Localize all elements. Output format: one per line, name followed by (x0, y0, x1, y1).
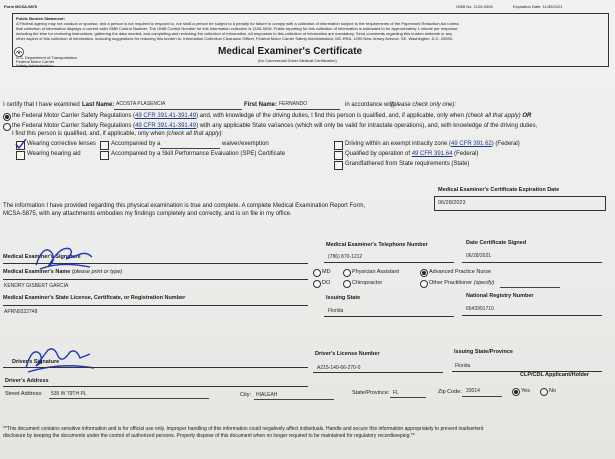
state-variance-radio[interactable] (3, 123, 11, 131)
expiration-date: Expiration Date: 11/30/2021 (513, 4, 563, 9)
examiner-name-value[interactable]: KENDRY GISBERT GARCIA (4, 283, 69, 289)
date-signed-label: Date Certificate Signed (466, 240, 527, 246)
option2-line2: I find this person is qualified, and, if applicable, only when (check all that apply): (12, 131, 224, 137)
issuing-line (324, 316, 454, 317)
registry-line (462, 315, 602, 316)
zip-label: Zip Code: (438, 389, 462, 395)
examiner-name-line (3, 279, 308, 280)
type-do-radio[interactable] (313, 280, 321, 288)
expiration-value[interactable]: 06/28/2023 (438, 200, 466, 206)
issuing-state-value[interactable]: Florida (328, 308, 344, 314)
type-md-label: MD (322, 269, 331, 275)
phone-underline (324, 262, 454, 263)
omb-number: OMB No. 2126-0006 (456, 4, 493, 9)
waiver-underline (160, 148, 220, 149)
driver-license-label: Driver's License Number (315, 351, 380, 357)
phone-label: Medical Examiner's Telephone Number (326, 242, 428, 248)
footer-line-1: **This document contains sensitive information and is for official use only. Improper handling of this information could negatively affect individuals. Handle and secure this information appropriately to prevent inadvertent (3, 426, 484, 432)
driver-issuing-label: Issuing State/Province (454, 349, 513, 355)
hearing-aid-label: Wearing hearing aid (27, 151, 81, 157)
wearing-lenses-checkbox[interactable] (16, 141, 25, 150)
footer-line-2: disclosure by keeping the documents under the control of authorized persons. Properly dispose of this document when no longer required to be maintained for regulatory recordkeeping.** (3, 433, 415, 439)
city-value[interactable]: HIALEAH (256, 392, 278, 398)
license-value[interactable]: APRN9322748 (4, 309, 38, 315)
clp-label: CLP/CDL Applicant/Holder (520, 372, 590, 378)
last-name-value[interactable]: ACOSTA PLASENCIA (116, 101, 166, 107)
examiner-name-label: Medical Examiner's Name (please print or type) (3, 269, 123, 275)
first-name-underline (276, 109, 340, 110)
zip-value[interactable]: 33014 (466, 388, 480, 394)
last-name-label: Last Name: (82, 102, 115, 108)
examiner-signature-line (3, 263, 308, 264)
burden-line-4: other aspect of this collection of information, including suggestions for reducing this burden to: Information Collection Clearance Officer, Federal Motor Carrier Safety Administration, MC-RRA, 1200 New Jersey Avenue, SE, Washington, D.C. 20590. (16, 36, 454, 41)
spe-checkbox[interactable] (100, 151, 109, 160)
type-other-radio[interactable] (420, 280, 428, 288)
attestation-line-2: MCSA-5875, with any attachments embodies my findings completely and correctly, and is on file in my office. (3, 211, 292, 217)
clp-no-label: No (549, 388, 557, 394)
certify-intro: I certify that I have examined (3, 102, 80, 108)
qualified-operation-label: Qualified by operation of 49 CFR 391.64 (Federal) (345, 151, 479, 157)
waiver-checkbox[interactable] (100, 141, 109, 150)
burden-line-3: including the time for reviewing instructions, gathering the data needed, and completing and reviewing the collection of information. All responses to this collection of information are mandatory. Send comments regarding this burden estimate or any (16, 31, 453, 36)
certificate-subtitle: (for Commercial Driver Medical Certification) (258, 58, 337, 63)
city-label: City: (240, 392, 251, 398)
type-pa-radio[interactable] (343, 269, 351, 277)
phone-value[interactable]: (786) 870-1212 (328, 254, 363, 260)
grandfathered-checkbox[interactable] (334, 161, 343, 170)
driver-signature-label: Driver's Signature (12, 359, 60, 365)
last-name-underline (114, 109, 242, 110)
type-do-label: DO (322, 280, 331, 286)
clp-yes-radio[interactable] (512, 388, 520, 396)
clp-yes-label: Yes (521, 388, 530, 394)
accordance-text: in accordance with (345, 102, 395, 108)
registry-label: National Registry Number (466, 293, 534, 299)
zip-underline (462, 396, 502, 397)
option1-text: the Federal Motor Carrier Safety Regulations (49 CFR 391.41-391.49) and, with knowledge of the driving duties, I find this person is qualified, and, if applicable, only when (check all that apply) OR (12, 113, 532, 119)
date-underline (462, 262, 602, 263)
waiver-label: Accompanied by a (111, 141, 161, 147)
dot-logo-icon (14, 44, 24, 54)
type-apn-radio[interactable] (420, 269, 428, 277)
federal-regulations-radio[interactable] (3, 113, 11, 121)
certificate-title: Medical Examiner's Certificate (218, 46, 363, 57)
expiration-label: Medical Examiner's Certificate Expiration Date (438, 187, 560, 193)
state-label: State/Province: (352, 390, 390, 396)
date-signed-value[interactable]: 06/28/2021 (466, 253, 492, 259)
cfr-link-2[interactable]: 49 CFR 391.41-391.49 (135, 123, 197, 129)
spe-label: Accompanied by a Skill Performance Evaluation (SPE) Certificate (111, 151, 286, 157)
attestation-line-1: The information I have provided regarding this physical examination is true and complete. A complete Medical Examination Report Form, (3, 203, 366, 209)
registry-value[interactable]: 6543991710 (466, 306, 494, 312)
wearing-lenses-label: Wearing corrective lenses (27, 141, 96, 147)
burden-line-1: A Federal agency may not conduct or sponsor, and a person is not required to respond to, nor shall a person be subject to a penalty for failure to comply with a collection of information subject to the requirements of the Paperwork Reduction Act unless (16, 21, 459, 26)
type-pa-label: Physician Assistant (352, 269, 400, 275)
driver-issuing-value[interactable]: Florida (455, 363, 471, 369)
driver-license-value[interactable]: A215-140-66-270-0 (317, 365, 361, 371)
driver-signature-line (3, 367, 308, 368)
driver-license-line (313, 372, 443, 373)
burden-title: Public Burden Statement: (16, 16, 65, 21)
type-other-label: Other Practitioner (specify) (429, 280, 495, 286)
burden-line-2: that collection of information displays a current valid OMB Control Number. The OMB Control Number for this information collection is 2126-0006. Public reporting for this collection of information is estimated to be approximately 1 minute per response, (16, 26, 459, 31)
exempt-zone-checkbox[interactable] (334, 141, 343, 150)
city-underline (254, 399, 334, 400)
qualified-operation-checkbox[interactable] (334, 151, 343, 160)
form-number: Form MCSA-5876 (4, 4, 38, 9)
check-only-one: (please check only one): (391, 102, 457, 108)
driver-address-line (3, 386, 308, 387)
agency-line-2: Federal Motor Carrier (16, 59, 55, 64)
state-value[interactable]: FL (393, 390, 399, 396)
street-label: Street Address: (5, 391, 43, 397)
waiver-suffix: waiver/exemption (222, 141, 269, 147)
agency-line-1: U.S. Department of Transportation (16, 55, 77, 60)
hearing-aid-checkbox[interactable] (16, 151, 25, 160)
issuing-state-label: Issuing State (326, 295, 361, 301)
first-name-label: First Name: (244, 102, 278, 108)
option2-text: the Federal Motor Carrier Safety Regulations (49 CFR 391.41-391.49) with any applicable State variances (which will only be valid for intrastate operations), and, with knowledge of the driving duties, (12, 123, 538, 129)
driver-address-label: Driver's Address (5, 378, 49, 384)
type-md-radio[interactable] (313, 269, 321, 277)
examiner-signature-label: Medical Examiner's Signature (3, 254, 81, 260)
first-name-value[interactable]: FERNANDO (279, 101, 308, 107)
type-chiro-label: Chiropractor (352, 280, 383, 286)
type-chiro-radio[interactable] (343, 280, 351, 288)
grandfathered-label: Grandfathered from State requirements (State) (345, 161, 470, 167)
clp-no-radio[interactable] (540, 388, 548, 396)
state-underline (390, 397, 426, 398)
street-underline (49, 398, 209, 399)
cfr-link-1[interactable]: 49 CFR 391.41-391.49 (135, 113, 197, 119)
agency-line-3: Safety Administration (16, 63, 54, 68)
exempt-zone-label: Driving within an exempt intracity zone (49 CFR 391.62) (Federal) (345, 141, 520, 147)
license-label: Medical Examiner's State License, Certificate, or Registration Number (3, 295, 186, 301)
other-underline (500, 287, 560, 288)
type-apn-label: Advanced Practice Nurse (429, 269, 492, 275)
street-value[interactable]: 535 W 79TH PL (51, 391, 87, 397)
license-line (3, 305, 308, 306)
